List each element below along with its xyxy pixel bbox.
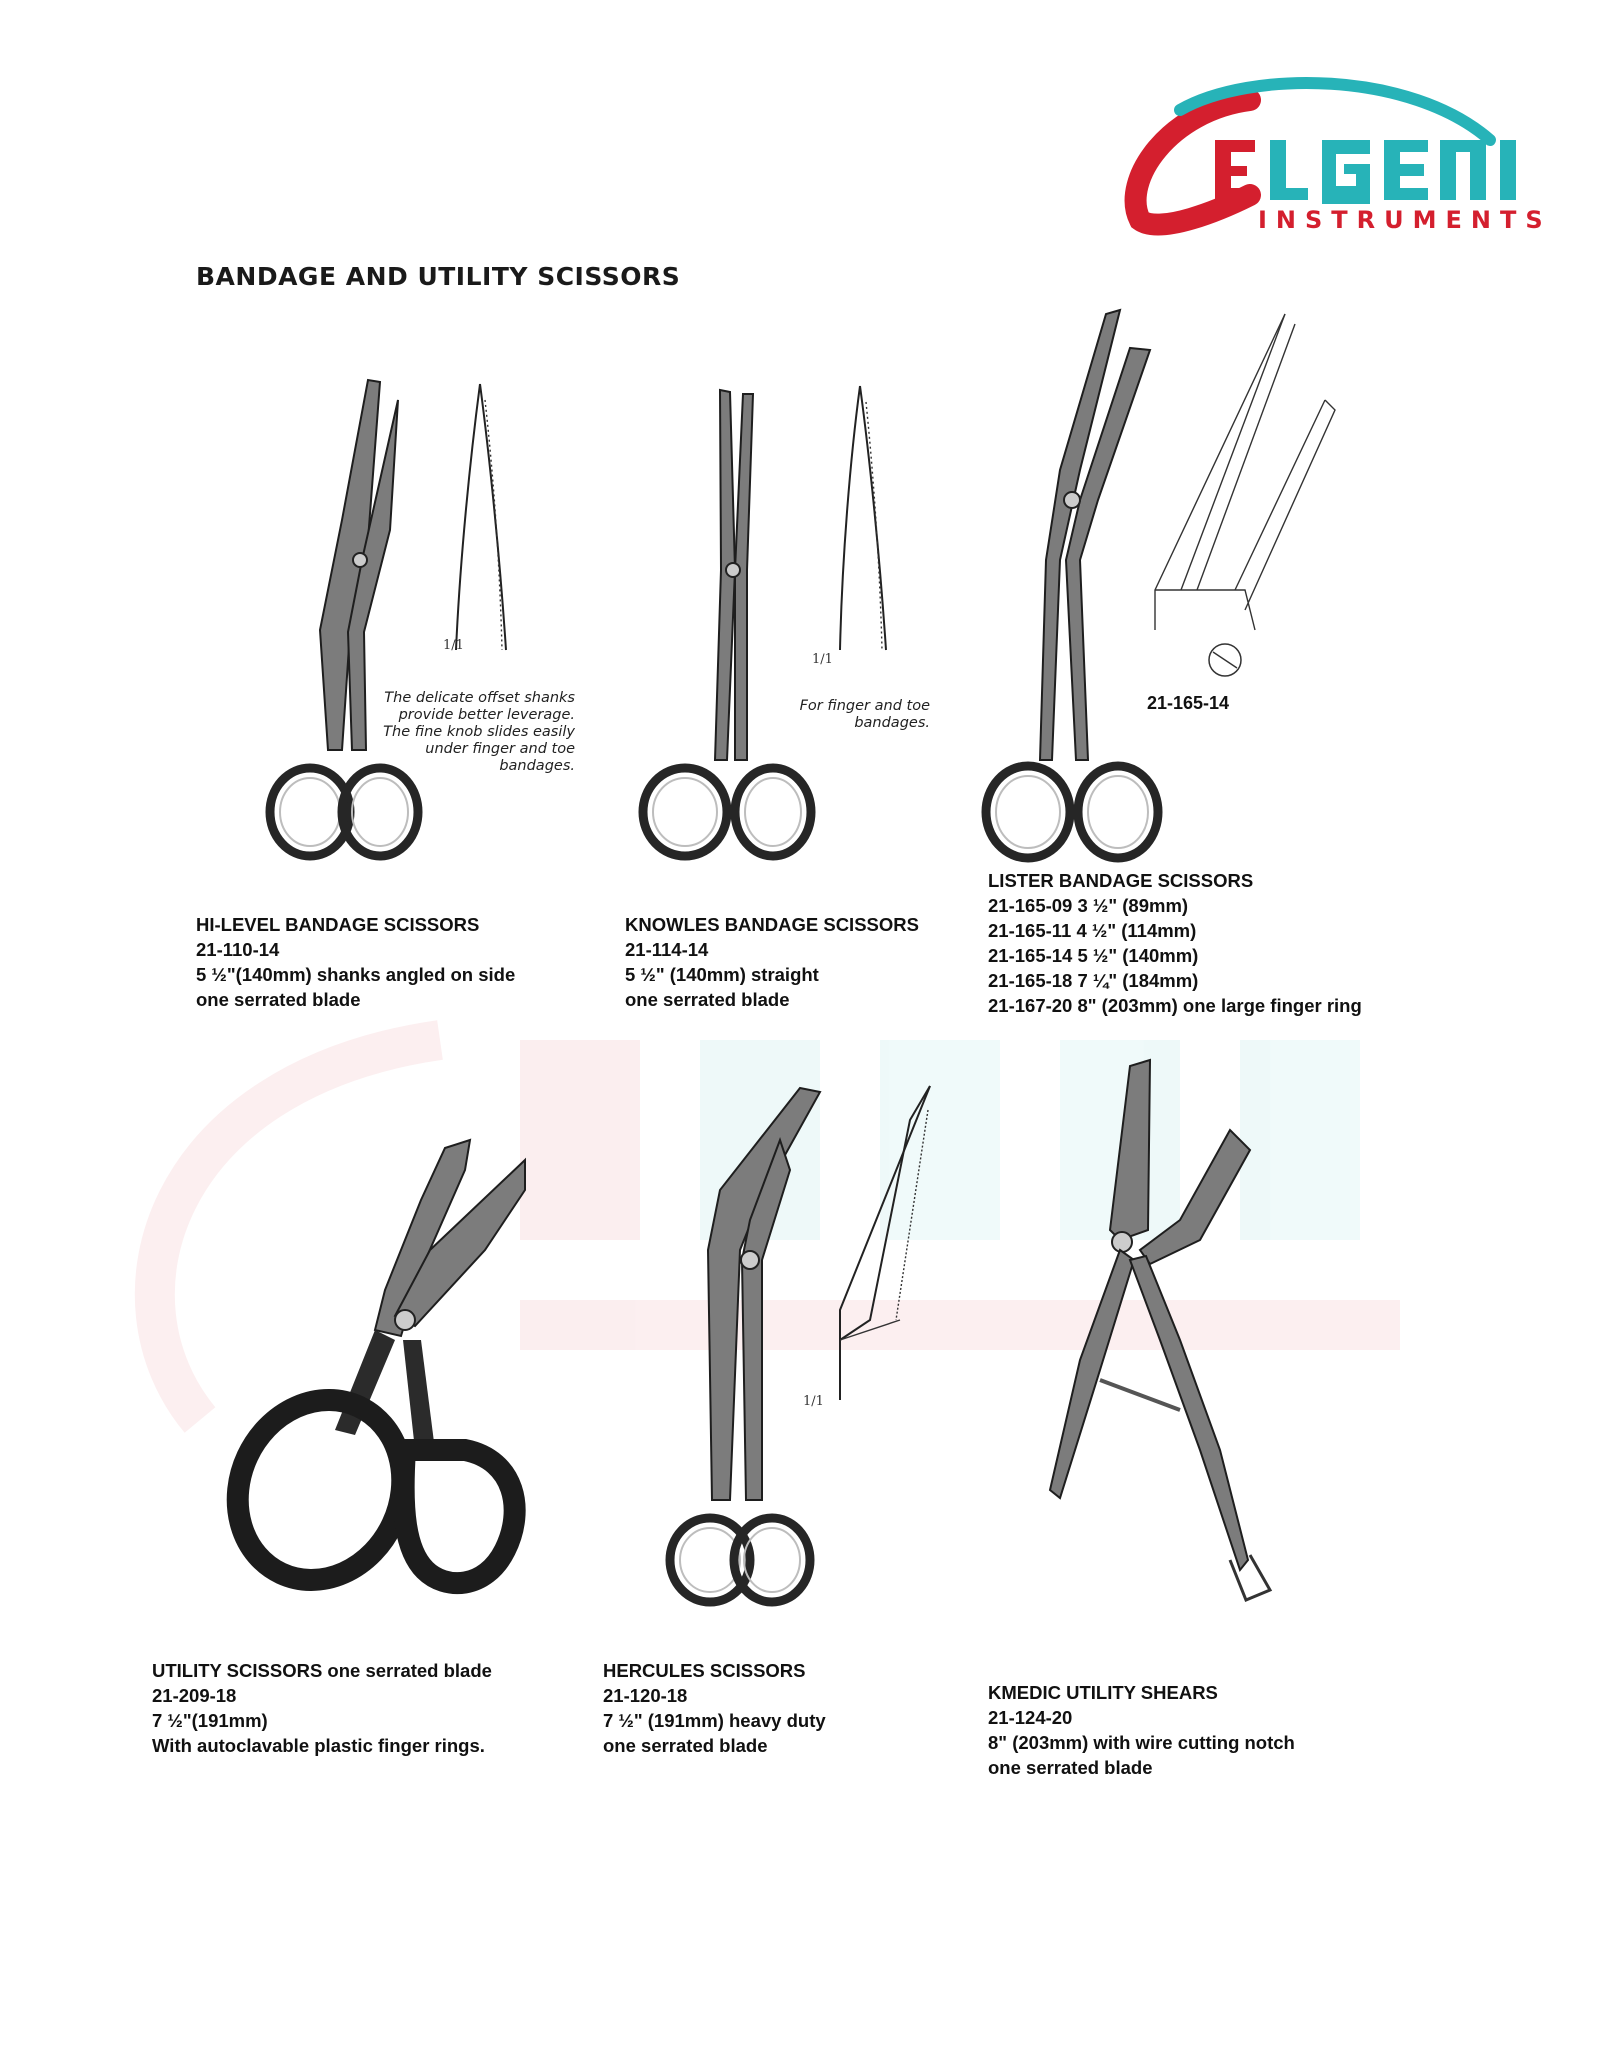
kmedic-shears-image xyxy=(1030,1050,1290,1630)
utility-scissors-image xyxy=(225,1130,545,1600)
utility-caption: UTILITY SCISSORS one serrated blade 21-209-18 7 ½"(191mm) With autoclavable plastic finger rings. xyxy=(152,1660,492,1756)
brand-subtitle: INSTRUMENTS xyxy=(1258,206,1552,234)
product-name: HERCULES SCISSORS xyxy=(603,1660,806,1681)
product-name: KNOWLES BANDAGE SCISSORS xyxy=(625,914,919,935)
knowles-caption: KNOWLES BANDAGE SCISSORS 21-114-14 5 ½" (140mm) straight one serrated blade xyxy=(625,914,919,1010)
lister-blade-detail xyxy=(1145,310,1345,690)
knowles-scissors-image xyxy=(635,380,815,870)
hercules-scissors-image xyxy=(650,1080,830,1620)
product-name: HI-LEVEL BANDAGE SCISSORS xyxy=(196,914,480,935)
lister-detail-label: 21-165-14 xyxy=(1147,693,1230,713)
hercules-scale-label: 1/1 xyxy=(803,1394,824,1409)
kmedic-caption: KMEDIC UTILITY SHEARS 21-124-20 8" (203mm) with wire cutting notch one serrated blade xyxy=(988,1682,1295,1778)
lister-caption: LISTER BANDAGE SCISSORS 21-165-09 3 ½" (89mm) 21-165-11 4 ½" (114mm) 21-165-14 5 ½" (140mm) 21-165-18 7 ¼" (184mm) 21-167-20 8" (203mm) one large finger ring xyxy=(988,870,1362,1016)
hercules-blade-detail xyxy=(820,1080,950,1420)
product-name: KMEDIC UTILITY SHEARS xyxy=(988,1682,1218,1703)
page-title: BANDAGE AND UTILITY SCISSORS xyxy=(196,262,681,291)
hercules-caption: HERCULES SCISSORS 21-120-18 7 ½" (191mm) heavy duty one serrated blade xyxy=(603,1660,826,1756)
hi-level-note: The delicate offset shanks provide better leverage. The fine knob slides easily under finger and toe bandages. xyxy=(383,690,575,774)
knowles-blade-detail xyxy=(800,380,910,660)
knowles-scale-label: 1/1 xyxy=(812,652,833,667)
hi-level-scale-label: 1/1 xyxy=(443,638,464,653)
knowles-note: For finger and toe bandages. xyxy=(799,698,930,731)
hi-level-caption: HI-LEVEL BANDAGE SCISSORS 21-110-14 5 ½"(140mm) shanks angled on side one serrated blade xyxy=(196,914,516,1010)
product-name: UTILITY SCISSORS one serrated blade xyxy=(152,1660,492,1681)
product-name: LISTER BANDAGE SCISSORS xyxy=(988,870,1254,891)
hi-level-scissors-image xyxy=(250,370,450,870)
hi-level-blade-detail xyxy=(440,380,550,660)
